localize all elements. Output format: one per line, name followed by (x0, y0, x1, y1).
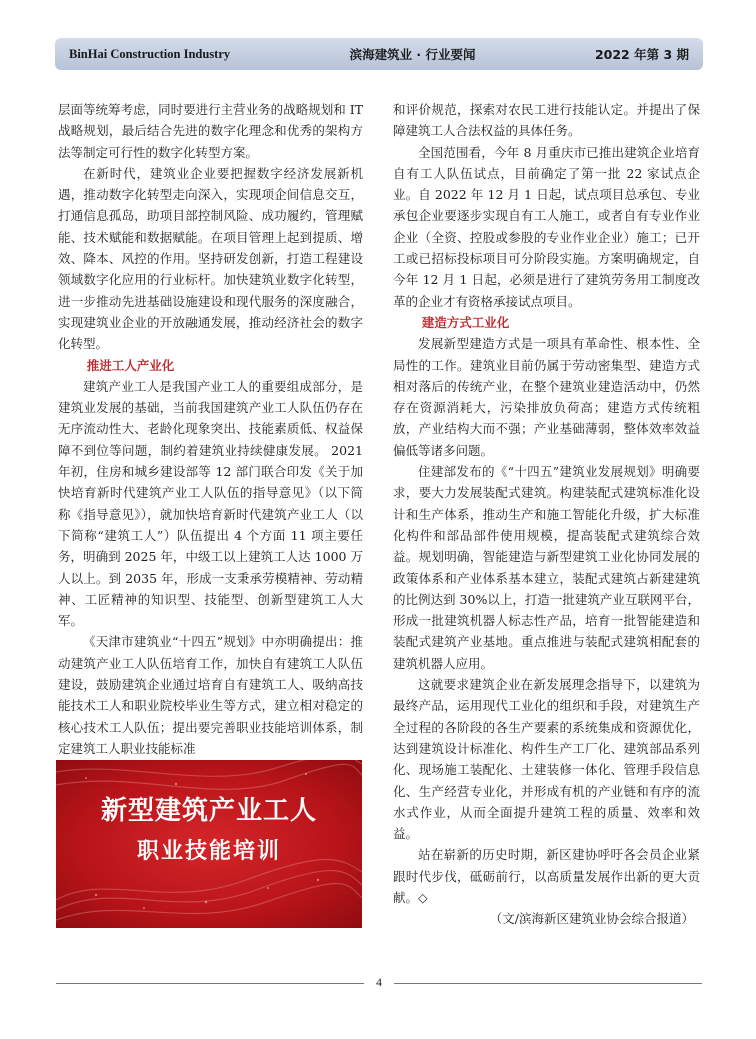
paragraph: 发展新型建造方式是一项具有革命性、根本性、全局性的工作。建筑业目前仍属于劳动密集型、建造方式相对落后的传统产业，在整个建筑业建造活动中，仍然存在资源消耗大，污染排放负荷高；建造方式传统粗放，产业结构大而不强；产业基础薄弱，整体效率效益偏低等诸多问题。 (393, 336, 700, 458)
paragraph: 建筑产业工人是我国产业工人的重要组成部分，是建筑业发展的基础，当前我国建筑产业工人队伍仍存在无序流动性大、老龄化现象突出、技能素质低、权益保障不到位等问题，制约着建筑业持续健康发展。 2021 年初，住房和城乡建设部等 12 部门联合印发《关于加快培育新时代建筑产业工人队伍的指导意见》（以下简称《指导意见》），就加快培育新时代建筑产业工人（以下简称“建筑工人”）队伍提出 4 个方面 11 项主要任务，明确到 2025 年，中级工以上建筑工人达 1000 万人以上。到 2035 年，形成一支秉承劳模精神、劳动精神、工匠精神的知识型、技能型、创新型建筑工人大军。 (58, 378, 363, 629)
section-title: 滨海建筑业 · 行业要闻 (349, 47, 476, 62)
left-column (58, 99, 363, 759)
banner-title: 新型建筑产业工人 (100, 796, 317, 826)
page-header (55, 38, 703, 70)
section-heading-worker-industrialization: 推进工人产业化 (86, 357, 175, 373)
paragraph: 在新时代，建筑业企业要把握数字经济发展新机遇，推动数字化转型走向深入，实现项企间信息交互，打通信息孤岛，助项目部控制风险、成功履约，管理赋能、技术赋能和数据赋能。在项目管理上起到提质、增效、降本、风控的作用。坚持研发创新，打造工程建设领域数字化应用的行业标杆。加快建筑业数字化转型，进一步推动先进基础设施建设和现代服务的深度融合，实现建筑业企业的开放融通发展，推动经济社会的数字化转型。 (58, 165, 363, 352)
paragraph: 层面等统筹考虑，同时要进行主营业务的战略规划和 IT 战略规划，最后结合先进的数字化理念和优秀的架构方法等制定可行性的数字化转型方案。 (58, 102, 363, 160)
footer-divider-right (394, 983, 702, 984)
paragraph: 站在崭新的历史时期，新区建协呼吁各会员企业紧跟时代步伐，砥砺前行，以高质量发展作出新的更大贡献。◇ (393, 847, 700, 905)
paragraph: 住建部发布的《“十四五”建筑业发展规划》明确要求，要大力发展装配式建筑。构建装配式建筑标准化设计和生产体系，推动生产和施工智能化升级，扩大标准化构件和部品部件使用规模，提高装配式建筑综合效益。规划明确，智能建造与新型建筑工业化协同发展的政策体系和产业体系基本建立，装配式建筑占新建建筑的比例达到 30%以上，打造一批建筑产业互联网平台，形成一批建筑机器人标志性产品，培育一批智能建造和装配式建筑产业基地。重点推进与装配式建筑相配套的建筑机器人应用。 (393, 464, 700, 671)
publication-name: BinHai Construction Industry (69, 46, 231, 61)
section-heading-construction-industrialization: 建造方式工业化 (421, 314, 510, 330)
training-banner-image (56, 760, 362, 928)
paragraph: 这就要求建筑企业在新发展理念指导下，以建筑为最终产品，运用现代工业化的组织和手段，对建筑生产全过程的各阶段的各生产要素的系统集成和资源优化，达到建筑设计标准化、构件生产工厂化、建筑部品系列化、现场施工装配化、土建装修一体化、管理手段信息化、生产经营专业化，并形成有机的产业链和有序的流水式作业，从而全面提升建筑工程的质量、效率和效益。 (393, 677, 700, 842)
paragraph: 《天津市建筑业“十四五”规划》中亦明确提出：推动建筑产业工人队伍培育工作，加快自有建筑工人队伍建设，鼓励建筑企业通过培育自有建筑工人、吸纳高技能技术工人和职业院校毕业生等方式，建立相对稳定的核心技术工人队伍；提出要完善职业技能培训体系，制定建筑工人职业技能标准 (58, 634, 363, 756)
paragraph: 全国范围看，今年 8 月重庆市已推出建筑企业培育自有工人队伍试点，目前确定了第一批 22 家试点企业。自 2022 年 12 月 1 日起，试点项目总承包、专业承包企业要逐步实现自有工人施工，或者自有专业作业企业（全资、控股或参股的专业作业企业）施工；已开工或已招标投标项目可分阶段实施。方案明确规定，自今年 12 月 1 日起，必须是进行了建筑劳务用工制度改革的企业才有资格承接试点项目。 (393, 144, 700, 309)
issue-number: 2022 年第 3 期 (594, 47, 689, 62)
right-column (393, 99, 700, 930)
footer-divider-left (56, 983, 364, 984)
page-number: 4 (376, 975, 382, 989)
banner-subtitle: 职业技能培训 (136, 839, 281, 864)
article-byline: （文/滨海新区建筑业协会综合报道） (489, 911, 694, 927)
paragraph: 和评价规范，探索对农民工进行技能认定。并提出了保障建筑工人合法权益的具体任务。 (393, 102, 700, 139)
